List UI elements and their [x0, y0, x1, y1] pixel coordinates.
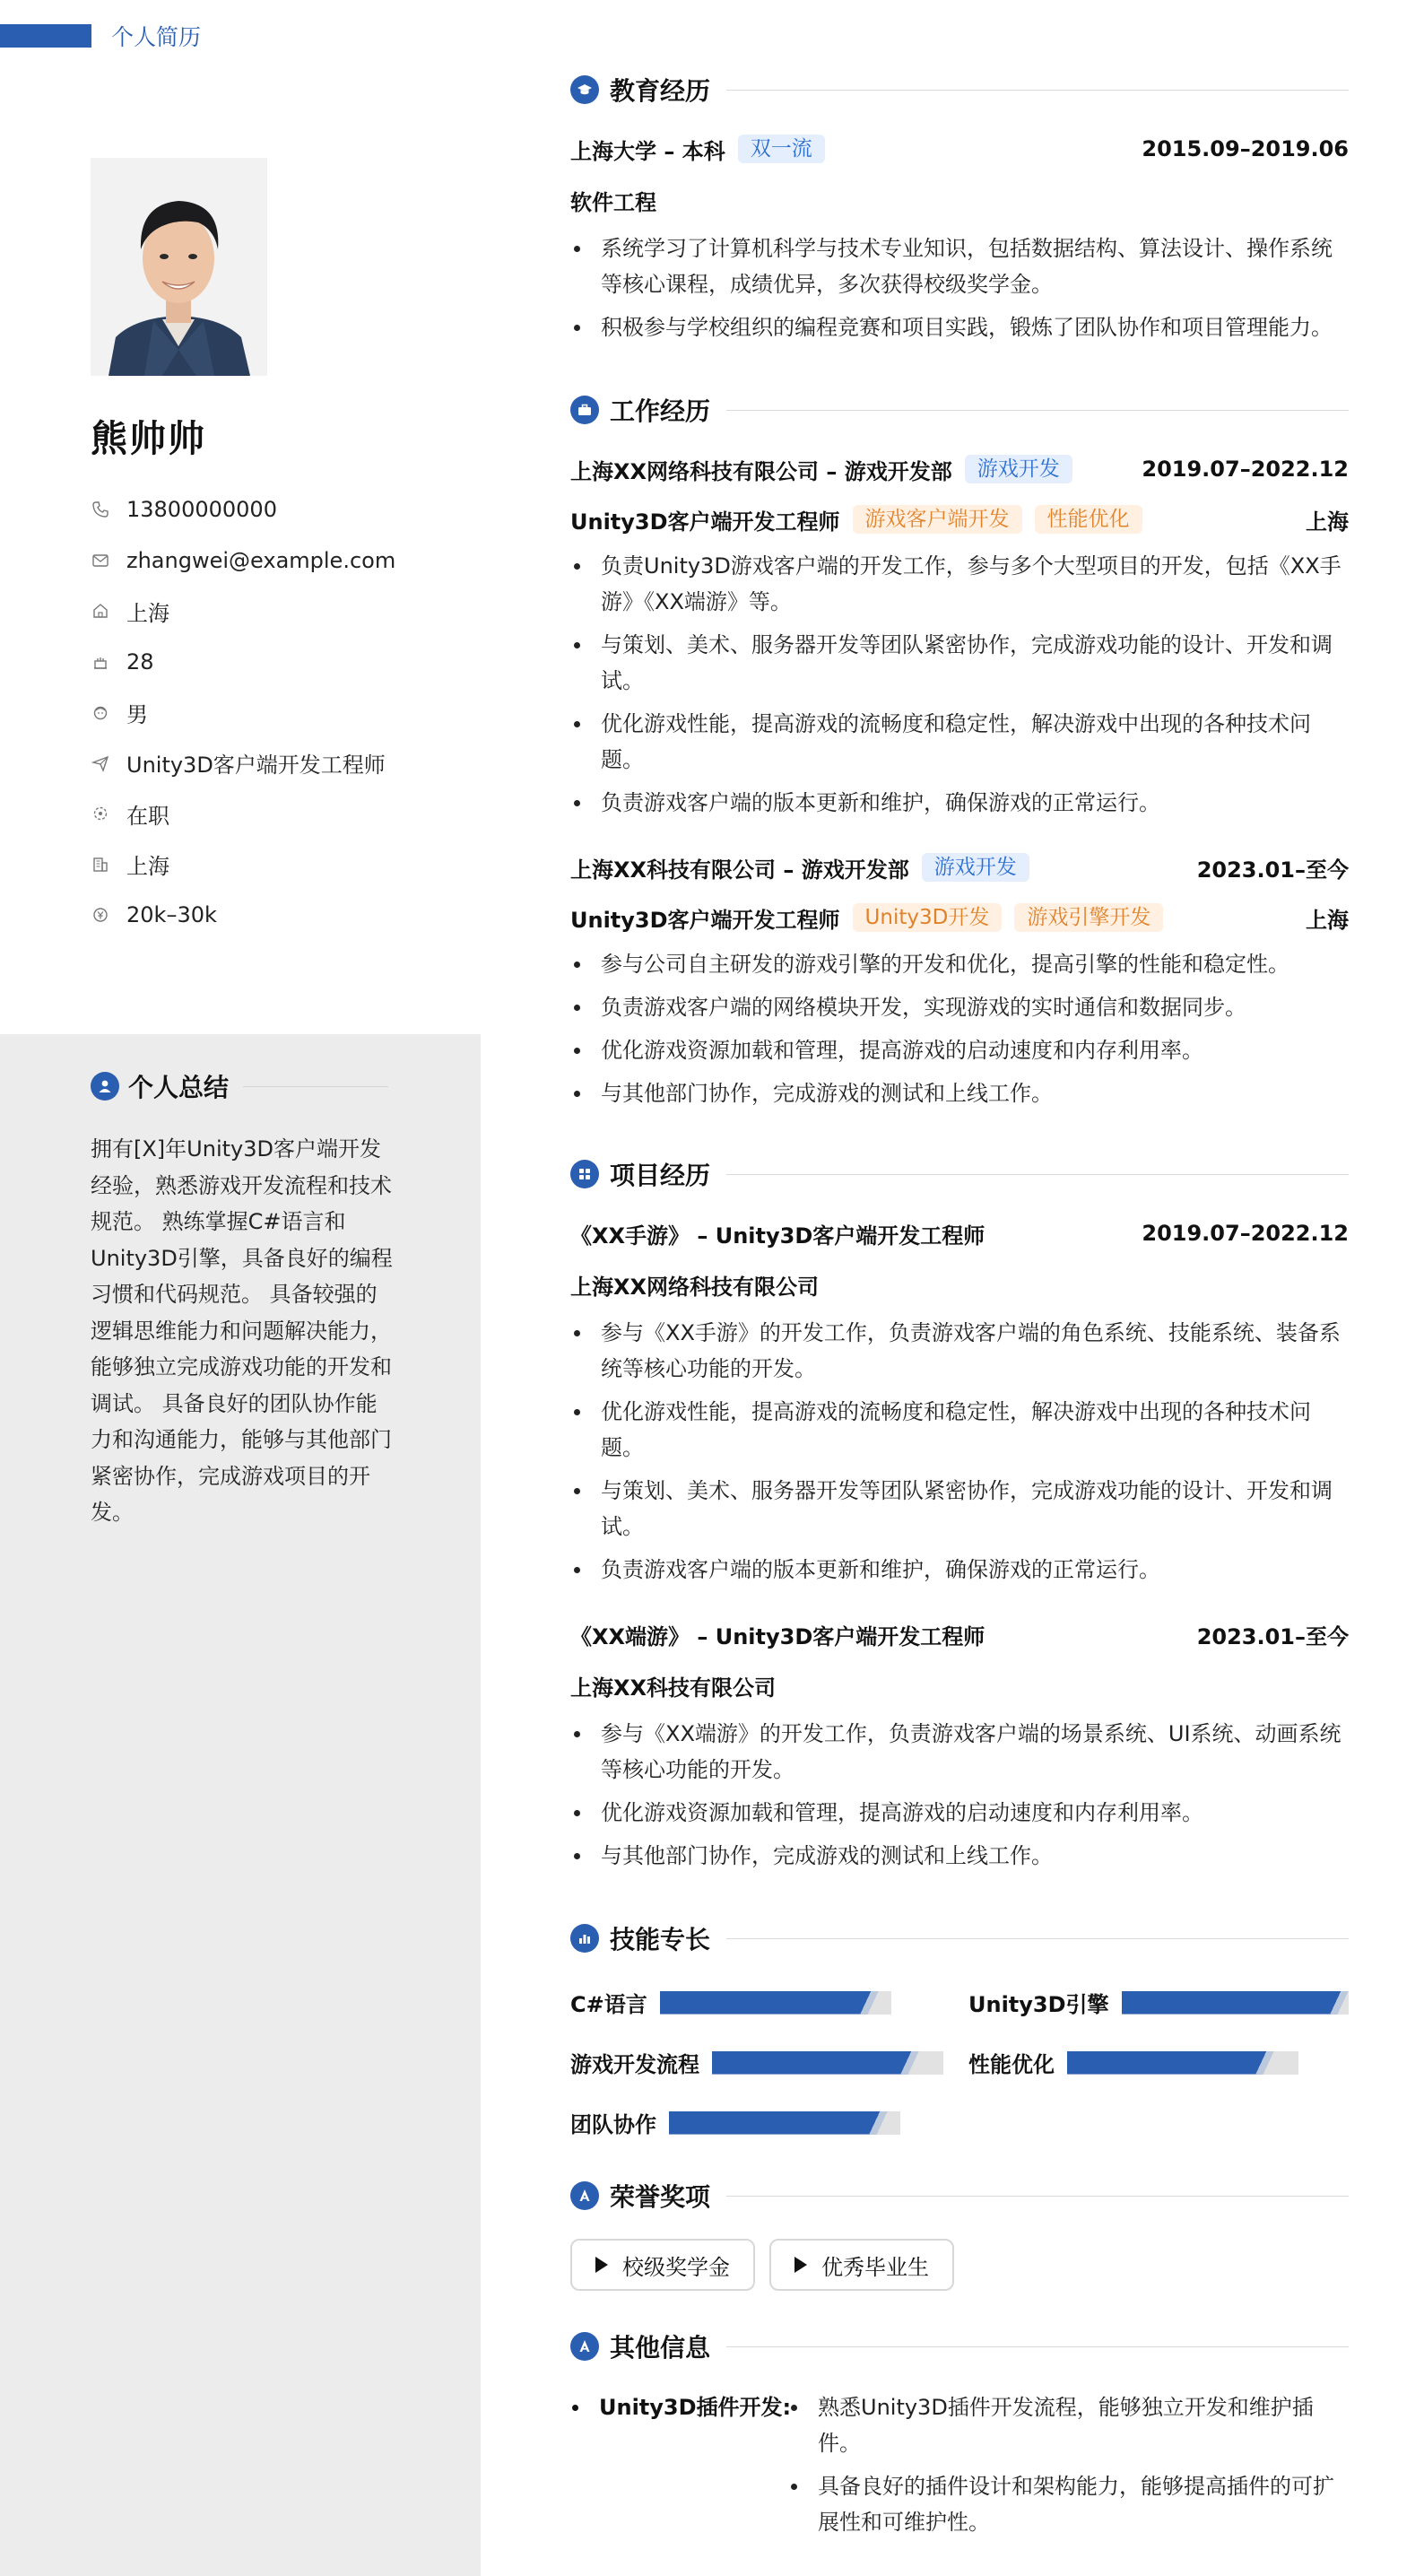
job-role: Unity3D客户端开发工程师 — [570, 907, 840, 933]
project-name: 《XX手游》 – Unity3D客户端开发工程师 — [570, 1223, 986, 1249]
major: 软件工程 — [570, 190, 656, 215]
job-date: 2019.07–2022.12 — [1142, 457, 1349, 482]
job-role: Unity3D客户端开发工程师 — [570, 509, 840, 535]
award-chip[interactable] — [769, 2239, 954, 2291]
list-item: 优化游戏性能，提高游戏的流畅度和稳定性，解决游戏中出现的各种技术问题。 — [570, 1394, 1349, 1466]
grid-icon — [570, 1160, 599, 1188]
award-icon — [570, 2181, 599, 2210]
skill-name: 团队协作 — [570, 2112, 656, 2137]
skill-item — [968, 1987, 1349, 2018]
work-header — [570, 392, 1349, 428]
project-bullets — [570, 1315, 1349, 1588]
list-item: 负责游戏客户端的版本更新和维护，确保游戏的正常运行。 — [570, 785, 1349, 821]
other-bullets — [787, 2389, 1349, 2540]
info-salary-text: 20k–30k — [126, 902, 217, 928]
list-item: 优化游戏资源加载和管理，提高游戏的启动速度和内存利用率。 — [570, 1032, 1349, 1068]
school-name: 上海大学 – 本科 — [570, 138, 725, 164]
list-item: 负责游戏客户端的网络模块开发，实现游戏的实时通信和数据同步。 — [570, 989, 1349, 1025]
skill-name: 性能优化 — [968, 2052, 1055, 2077]
skill-bar-stripe — [1327, 1991, 1349, 2015]
summary-divider — [243, 1086, 388, 1087]
skill-bar-fill — [1122, 1991, 1343, 2015]
play-icon — [595, 2257, 608, 2273]
awards-divider — [726, 2196, 1349, 2197]
job-date: 2023.01–至今 — [1196, 857, 1349, 883]
skill-bar-fill — [712, 2051, 914, 2075]
summary-text: 拥有[X]年Unity3D客户端开发经验，熟悉游戏开发流程和技术规范。 熟练掌握C#语言和Unity3D引擎，具备良好的编程习惯和代码规范。 具备较强的逻辑思维能力和问题解决能力，能够独立完成游戏功能的开发和调试。 具备良好的团队协作能力和沟通能力，能够与其他部门紧密协作，完成游戏项目的开发。 — [91, 1136, 393, 1525]
project-name: 《XX端游》 – Unity3D客户端开发工程师 — [570, 1623, 986, 1649]
cake-icon — [91, 652, 110, 672]
gender-icon — [91, 702, 110, 722]
list-item: 参与公司自主研发的游戏引擎的开发和优化，提高引擎的性能和稳定性。 — [570, 946, 1349, 982]
skill-item — [570, 2107, 968, 2138]
graduation-icon — [570, 75, 599, 104]
info-home-text: 上海 — [126, 600, 169, 626]
list-item: 参与《XX端游》的开发工作，负责游戏客户端的场景系统、UI系统、动画系统等核心功能的开发。 — [570, 1716, 1349, 1788]
project-name-row — [570, 1219, 1349, 1248]
info-position-text: Unity3D客户端开发工程师 — [126, 753, 386, 779]
other-section — [570, 2328, 1349, 2540]
home-icon — [91, 601, 110, 621]
award-label: 优秀毕业生 — [821, 2254, 929, 2280]
list-item: 负责游戏客户端的版本更新和维护，确保游戏的正常运行。 — [570, 1552, 1349, 1588]
info-email-text: zhangwei@example.com — [126, 547, 396, 573]
skill-bar — [712, 2051, 943, 2075]
project-company: 上海XX网络科技有限公司 — [570, 1275, 820, 1300]
skill-bar — [1067, 2051, 1298, 2075]
info-phone — [91, 484, 467, 535]
skill-tag: 游戏引擎开发 — [1014, 903, 1163, 932]
job-bullets — [570, 946, 1349, 1111]
awards-list — [570, 2239, 1349, 2291]
award-label: 校级奖学金 — [622, 2254, 730, 2280]
job-entry — [570, 853, 1349, 1111]
salary-icon — [91, 905, 110, 925]
other-header — [570, 2328, 1349, 2364]
skill-name: C#语言 — [570, 1992, 647, 2017]
skill-item — [570, 1987, 968, 2018]
avatar — [91, 158, 267, 376]
job-role-row — [570, 505, 1349, 534]
status-icon — [91, 804, 110, 823]
school-tag: 双一流 — [738, 135, 825, 163]
info-age-text: 28 — [126, 648, 154, 674]
education-bullets — [570, 231, 1349, 345]
skill-tag: 游戏客户端开发 — [853, 505, 1022, 534]
other-list — [570, 2389, 1349, 2540]
building-icon — [91, 855, 110, 875]
job-tag: 游戏开发 — [922, 853, 1029, 882]
job-company-row — [570, 853, 1349, 882]
skills-header — [570, 1920, 1349, 1956]
header-accent-bar — [0, 24, 91, 48]
list-item: 负责Unity3D游戏客户端的开发工作，参与多个大型项目的开发，包括《XX手游》《XX端游》等。 — [570, 548, 1349, 620]
list-item: 参与《XX手游》的开发工作，负责游戏客户端的角色系统、技能系统、装备系统等核心功能的开发。 — [570, 1315, 1349, 1387]
summary-title: 个人总结 — [128, 1073, 230, 1102]
list-item: 与策划、美术、服务器开发等团队紧密协作，完成游戏功能的设计、开发和调试。 — [570, 1473, 1349, 1545]
info-status-text: 在职 — [126, 803, 169, 829]
job-company: 上海XX网络科技有限公司 – 游戏开发部 — [570, 458, 952, 484]
education-title: 教育经历 — [610, 76, 711, 106]
education-row — [570, 135, 1349, 163]
job-city: 上海 — [1306, 907, 1349, 933]
info-gender — [91, 687, 467, 738]
skill-bar-stripe — [857, 1991, 881, 2015]
play-icon — [794, 2257, 807, 2273]
skill-name: Unity3D引擎 — [968, 1992, 1109, 2017]
briefcase-icon — [570, 396, 599, 424]
skill-bar-stripe — [866, 2111, 890, 2135]
other-divider — [726, 2346, 1349, 2347]
work-section — [570, 392, 1349, 1111]
project-entry — [570, 1620, 1349, 1874]
skill-bar-fill — [1067, 2051, 1269, 2075]
list-item: 具备良好的插件设计和架构能力，能够提高插件的可扩展性和可维护性。 — [787, 2468, 1349, 2540]
work-divider — [726, 410, 1349, 411]
list-item: 与其他部门协作，完成游戏的测试和上线工作。 — [570, 1075, 1349, 1111]
skill-bar — [1122, 1991, 1349, 2015]
summary-header — [91, 1068, 388, 1104]
main-content — [570, 72, 1349, 2540]
project-bullets — [570, 1716, 1349, 1874]
info-age — [91, 637, 467, 688]
skill-item — [570, 2047, 968, 2078]
projects-title: 项目经历 — [610, 1161, 711, 1190]
skill-bar — [669, 2111, 900, 2135]
skill-bar-fill — [660, 1991, 873, 2015]
skill-name: 游戏开发流程 — [570, 2052, 699, 2077]
award-chip[interactable] — [570, 2239, 755, 2291]
education-section — [570, 72, 1349, 345]
job-bullets — [570, 548, 1349, 821]
skill-bar-stripe — [1253, 2051, 1276, 2075]
job-tag: 游戏开发 — [965, 455, 1072, 483]
project-entry — [570, 1219, 1349, 1588]
list-item: 熟悉Unity3D插件开发流程，能够独立开发和维护插件。 — [787, 2389, 1349, 2461]
info-salary — [91, 890, 467, 941]
skills-grid — [570, 1987, 1349, 2138]
awards-title: 荣誉奖项 — [610, 2182, 711, 2212]
other-key: Unity3D插件开发: — [570, 2389, 791, 2421]
other-title: 其他信息 — [610, 2333, 711, 2363]
info-email — [91, 535, 467, 587]
projects-header — [570, 1156, 1349, 1192]
job-company-row — [570, 455, 1349, 483]
projects-divider — [726, 1174, 1349, 1175]
job-entry — [570, 455, 1349, 821]
info-home — [91, 586, 467, 637]
skills-section — [570, 1920, 1349, 2138]
project-date: 2019.07–2022.12 — [1142, 1221, 1349, 1246]
resume-label: 个人简历 — [111, 24, 202, 50]
list-item: 积极参与学校组织的编程竞赛和项目实践，锻炼了团队协作和项目管理能力。 — [570, 309, 1349, 345]
info-gender-text: 男 — [126, 701, 148, 727]
phone-icon — [91, 500, 110, 519]
list-item: 与其他部门协作，完成游戏的测试和上线工作。 — [570, 1838, 1349, 1874]
info-city — [91, 840, 467, 891]
info-position — [91, 738, 467, 789]
projects-section — [570, 1156, 1349, 1874]
skills-divider — [726, 1938, 1349, 1939]
list-item: 系统学习了计算机科学与技术专业知识，包括数据结构、算法设计、操作系统等核心课程，成绩优异，多次获得校级奖学金。 — [570, 231, 1349, 302]
skill-tag: Unity3D开发 — [853, 903, 1003, 932]
skills-title: 技能专长 — [610, 1925, 711, 1954]
mail-icon — [91, 551, 110, 570]
education-date: 2015.09–2019.06 — [1142, 136, 1349, 161]
send-icon — [91, 753, 110, 773]
info-phone-text: 13800000000 — [126, 497, 277, 523]
skill-tag: 性能优化 — [1035, 505, 1142, 534]
skill-item — [968, 2047, 1349, 2078]
candidate-name: 熊帅帅 — [91, 417, 206, 460]
list-item: 优化游戏性能，提高游戏的流畅度和稳定性，解决游戏中出现的各种技术问题。 — [570, 706, 1349, 778]
job-company: 上海XX科技有限公司 – 游戏开发部 — [570, 857, 909, 883]
work-title: 工作经历 — [610, 396, 711, 426]
awards-section — [570, 2178, 1349, 2291]
bar-chart-icon — [570, 1924, 599, 1953]
skill-bar-fill — [669, 2111, 882, 2135]
list-item: 优化游戏资源加载和管理，提高游戏的启动速度和内存利用率。 — [570, 1795, 1349, 1831]
education-header — [570, 72, 1349, 108]
contact-info-list — [91, 484, 467, 941]
info-status — [91, 788, 467, 840]
job-city: 上海 — [1306, 509, 1349, 535]
awards-header — [570, 2178, 1349, 2214]
project-company: 上海XX科技有限公司 — [570, 1675, 777, 1701]
project-name-row — [570, 1620, 1349, 1649]
info-icon — [570, 2332, 599, 2361]
job-role-row — [570, 903, 1349, 932]
user-icon — [91, 1072, 119, 1101]
skill-bar — [660, 1991, 891, 2015]
info-city-text: 上海 — [126, 854, 169, 880]
skill-bar-stripe — [898, 2051, 921, 2075]
project-date: 2023.01–至今 — [1196, 1623, 1349, 1649]
list-item: 与策划、美术、服务器开发等团队紧密协作，完成游戏功能的设计、开发和调试。 — [570, 627, 1349, 699]
education-divider — [726, 90, 1349, 91]
